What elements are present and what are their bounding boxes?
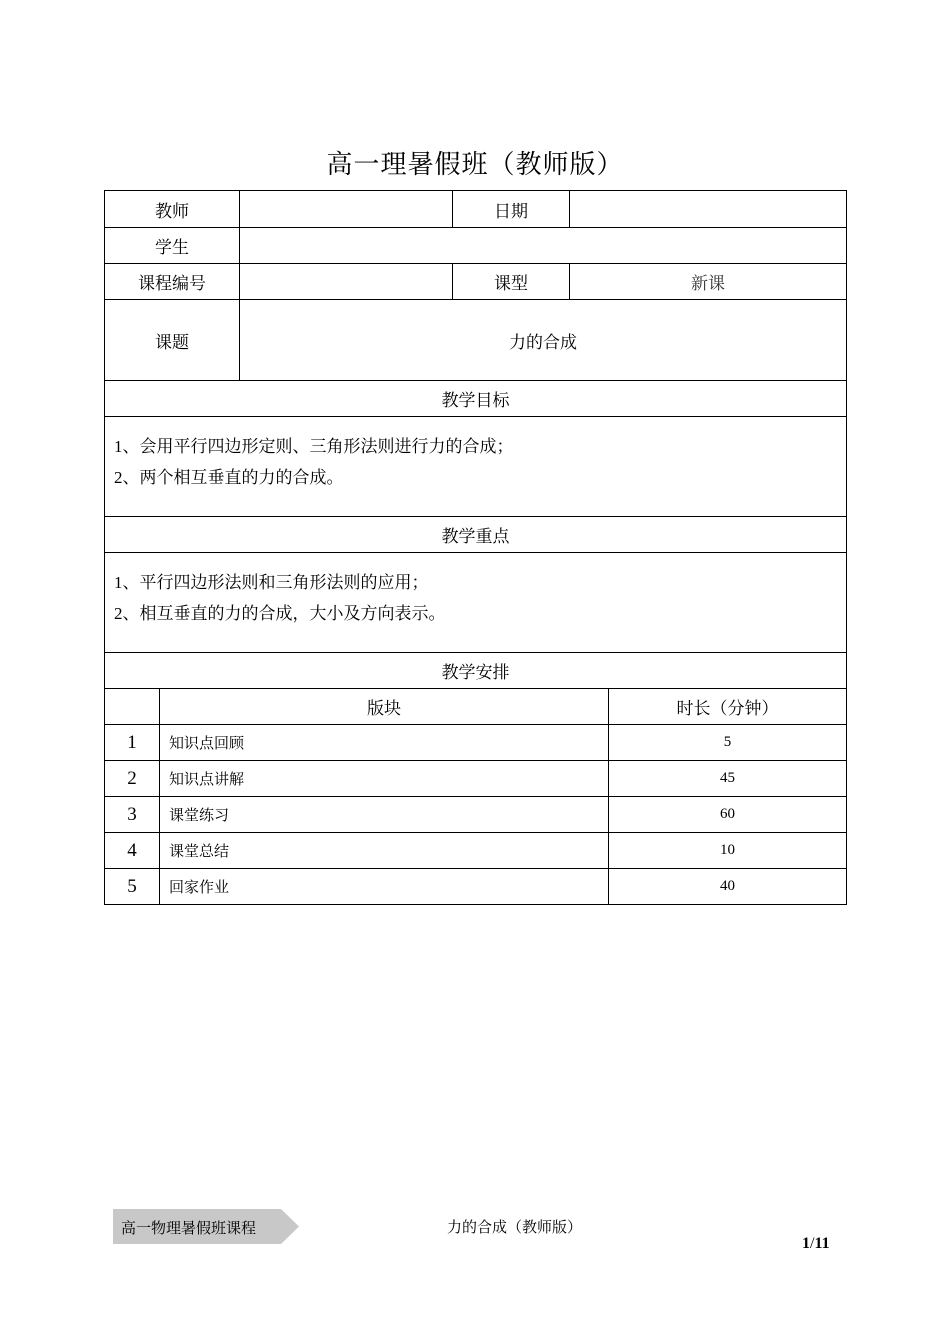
teacher-label: 教师 bbox=[105, 191, 240, 228]
student-label: 学生 bbox=[105, 228, 240, 264]
objectives-list bbox=[105, 417, 847, 517]
footer-course-label: 高一物理暑假班课程 bbox=[121, 1219, 257, 1237]
page-current: 1 bbox=[802, 1235, 810, 1252]
row-block: 课堂练习 bbox=[160, 797, 609, 833]
key-points-list bbox=[105, 553, 847, 653]
topic-value: 力的合成 bbox=[240, 300, 847, 381]
objectives-heading: 教学目标 bbox=[105, 381, 847, 417]
table-row bbox=[105, 797, 847, 833]
list-item: 2、相互垂直的力的合成，大小及方向表示。 bbox=[114, 604, 446, 623]
table-row bbox=[105, 761, 847, 797]
page-separator: / bbox=[810, 1235, 815, 1252]
row-block: 回家作业 bbox=[160, 869, 609, 905]
row-number: 5 bbox=[105, 869, 160, 905]
footer-course-tag bbox=[113, 1209, 299, 1244]
topic-label: 课题 bbox=[105, 300, 240, 381]
row-block: 知识点讲解 bbox=[160, 761, 609, 797]
table-row bbox=[105, 869, 847, 905]
row-number: 1 bbox=[105, 725, 160, 761]
course-number-label: 课程编号 bbox=[105, 264, 240, 300]
table-row bbox=[105, 833, 847, 869]
row-duration: 60 bbox=[609, 797, 847, 833]
lesson-info-table bbox=[104, 190, 847, 689]
table-row bbox=[105, 725, 847, 761]
row-number: 3 bbox=[105, 797, 160, 833]
student-value bbox=[240, 228, 847, 264]
row-block: 知识点回顾 bbox=[160, 725, 609, 761]
list-item: 2、两个相互垂直的力的合成。 bbox=[114, 468, 344, 487]
row-duration: 40 bbox=[609, 869, 847, 905]
course-number-value bbox=[240, 264, 453, 300]
row-block: 课堂总结 bbox=[160, 833, 609, 869]
schedule-heading: 教学安排 bbox=[105, 653, 847, 689]
row-number: 4 bbox=[105, 833, 160, 869]
class-type-label: 课型 bbox=[453, 264, 570, 300]
schedule-index-header bbox=[105, 689, 160, 725]
footer-center-title: 力的合成（教师版） bbox=[447, 1218, 583, 1236]
page-number bbox=[802, 1235, 830, 1253]
list-item: 1、会用平行四边形定则、三角形法则进行力的合成； bbox=[114, 437, 514, 456]
date-value bbox=[570, 191, 847, 228]
list-item: 1、平行四边形法则和三角形法则的应用； bbox=[114, 573, 429, 592]
date-label: 日期 bbox=[453, 191, 570, 228]
teacher-value bbox=[240, 191, 453, 228]
row-duration: 10 bbox=[609, 833, 847, 869]
class-type-value: 新课 bbox=[570, 264, 847, 300]
block-column-header: 版块 bbox=[160, 689, 609, 725]
page-total: 11 bbox=[814, 1235, 830, 1252]
row-duration: 45 bbox=[609, 761, 847, 797]
schedule-table bbox=[104, 688, 847, 905]
key-points-heading: 教学重点 bbox=[105, 517, 847, 553]
row-duration: 5 bbox=[609, 725, 847, 761]
document-title: 高一理暑假班（教师版） bbox=[326, 150, 624, 180]
duration-column-header: 时长（分钟） bbox=[609, 689, 847, 725]
row-number: 2 bbox=[105, 761, 160, 797]
